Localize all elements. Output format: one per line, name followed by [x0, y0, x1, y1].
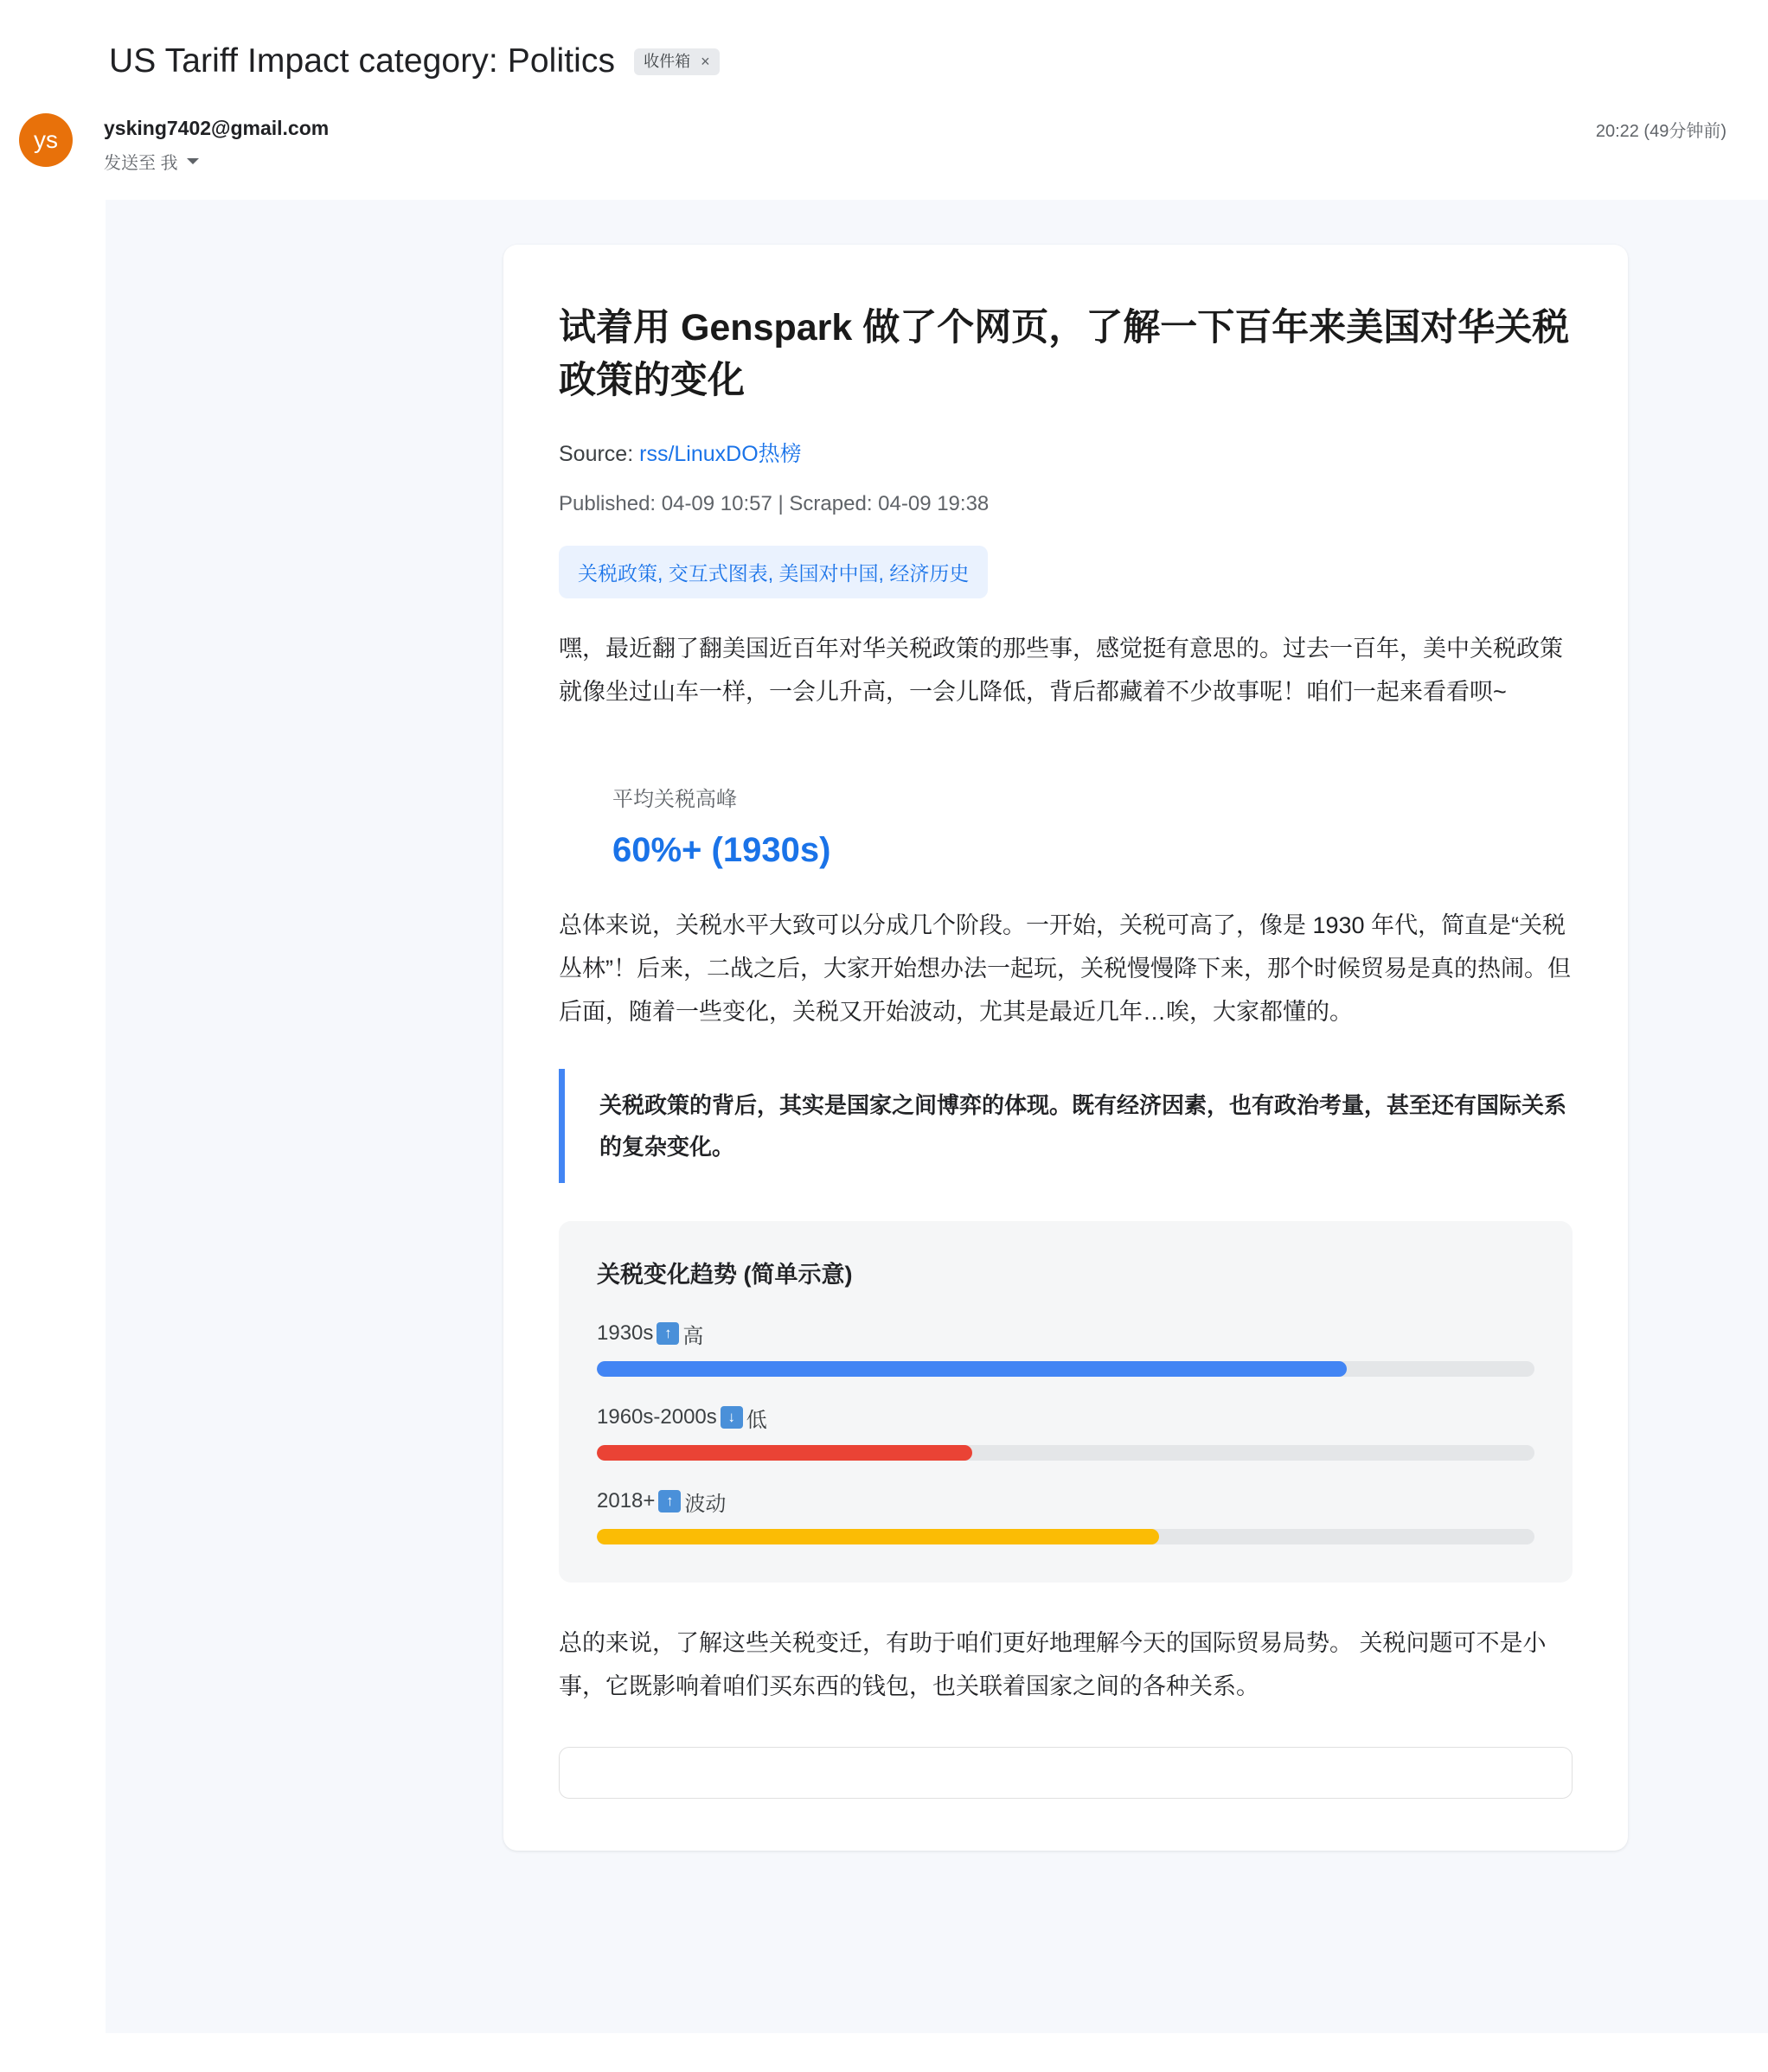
source-label: Source: [559, 441, 634, 466]
arrow-up-icon: ↑ [657, 1322, 679, 1345]
inbox-label-chip[interactable] [634, 48, 720, 76]
stat-label: 平均关税高峰 [612, 787, 737, 811]
bar-category-label: 1960s-2000s [597, 1405, 717, 1429]
bar-category-label: 1930s [597, 1321, 654, 1346]
sender-email[interactable]: ysking7402@gmail.com [104, 116, 330, 139]
bar-value-label: 波动 [684, 1492, 727, 1516]
bar-track [597, 1445, 1534, 1461]
page-title: US Tariff Impact category: Politics [109, 42, 616, 80]
bar-fill [597, 1445, 972, 1461]
sender-info [104, 113, 329, 174]
pull-quote [559, 1069, 1573, 1183]
source-line [559, 437, 1573, 468]
closing-paragraph: 总的来说，了解这些关税变迁，有助于咱们更好地理解今天的国际贸易局势。 关税问题可不是小事，它既影响着咱们买东西的钱包，也关联着国家之间的各种关系。 [559, 1629, 1547, 1699]
recipient-label: 发送至 我 [104, 153, 178, 173]
tariff-trend-chart [559, 1221, 1573, 1583]
sender-row [0, 82, 1768, 174]
avatar[interactable]: ys [19, 113, 73, 167]
arrow-down-icon: ↓ [721, 1406, 743, 1429]
bar-value-label: 高 [682, 1324, 704, 1348]
message-timestamp: 20:22 (49分钟前) [1595, 121, 1726, 141]
bar-value-label: 低 [746, 1408, 767, 1432]
bar-label [597, 1319, 1534, 1349]
pull-quote-text: 关税政策的背后，其实是国家之间博弈的体现。既有经济因素，也有政治考量，甚至还有国际关系的复杂变化。 [599, 1091, 1567, 1160]
bar-track [597, 1361, 1534, 1377]
footer-placeholder-box [559, 1747, 1573, 1799]
article-title: 试着用 Genspark 做了个网页，了解一下百年来美国对华关税政策的变化 [559, 306, 1570, 401]
chevron-down-icon[interactable] [187, 158, 199, 164]
body-paragraph: 总体来说，关税水平大致可以分成几个阶段。一开始，关税可高了，像是 1930 年代，简直是“关税丛林”！后来，二战之后，大家开始想办法一起玩，关税慢慢降下来，那个时候贸易是真的热闹。但后面，随着一些变化，关税又开始波动，尤其是最近几年…唉，大家都懂的。 [559, 911, 1571, 1025]
close-icon[interactable]: × [701, 52, 710, 70]
publish-meta: Published: 04-09 10:57 | Scraped: 04-09 19:38 [559, 491, 990, 515]
intro-paragraph: 嘿，最近翻了翻美国近百年对华关税政策的那些事，感觉挺有意思的。过去一百年，美中关税政策就像坐过山车一样，一会儿升高，一会儿降低，背后都藏着不少故事呢！咱们一起来看看呗~ [559, 635, 1563, 705]
stat-block [559, 737, 1573, 905]
bar-fill [597, 1529, 1159, 1544]
source-link[interactable]: rss/LinuxDO热榜 [639, 441, 802, 466]
bar-fill [597, 1361, 1347, 1377]
inbox-label-text: 收件箱 [644, 52, 691, 70]
bar-category-label: 2018+ [597, 1489, 656, 1513]
subject-row [0, 0, 1768, 82]
recipient-row[interactable] [104, 149, 329, 174]
bar-label [597, 1487, 1534, 1517]
email-body-region [106, 200, 1768, 2033]
bar-track [597, 1529, 1534, 1544]
stat-value: 60%+ (1930s) [612, 830, 831, 869]
tags-chip[interactable]: 关税政策, 交互式图表, 美国对中国, 经济历史 [559, 546, 988, 598]
chart-title: 关税变化趋势 (简单示意) [597, 1261, 853, 1288]
bar-label [597, 1403, 1534, 1433]
article-card [503, 245, 1628, 1851]
arrow-up-icon: ↑ [658, 1490, 681, 1512]
